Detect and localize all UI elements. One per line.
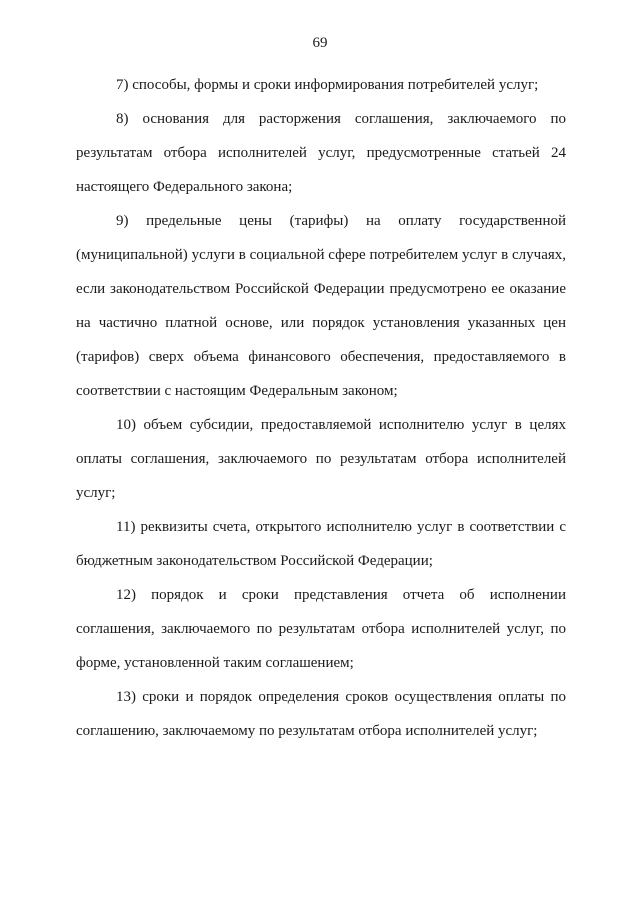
list-item-9: 9) предельные цены (тарифы) на оплату государственной (муниципальной) услуги в социальной сфере потребителем услуг в случаях, если законодательством Российской Федерации предусмотрено ее оказание на частично платной основе, или порядок установления указанных цен (тарифов) сверх объема финансового обеспечения, предоставляемого в соответствии с настоящим Федеральным законом; <box>76 213 566 399</box>
list-item-13: 13) сроки и порядок определения сроков осуществления оплаты по соглашению, заключаемому по результатам отбора исполнителей услуг; <box>76 689 566 739</box>
list-item-12: 12) порядок и сроки представления отчета об исполнении соглашения, заключаемого по результатам отбора исполнителей услуг, по форме, установленной таким соглашением; <box>76 587 566 671</box>
list-item-8: 8) основания для расторжения соглашения, заключаемого по результатам отбора исполнителей услуг, предусмотренные статьей 24 настоящего Федерального закона; <box>76 111 566 195</box>
page-number: 69 <box>312 35 328 51</box>
list-item-10: 10) объем субсидии, предоставляемой исполнителю услуг в целях оплаты соглашения, заключаемого по результатам отбора исполнителей услуг; <box>76 417 566 501</box>
list-item-11: 11) реквизиты счета, открытого исполнителю услуг в соответствии с бюджетным законодательством Российской Федерации; <box>76 519 566 569</box>
document-body <box>76 68 566 748</box>
list-item-7: 7) способы, формы и сроки информирования потребителей услуг; <box>116 77 539 93</box>
